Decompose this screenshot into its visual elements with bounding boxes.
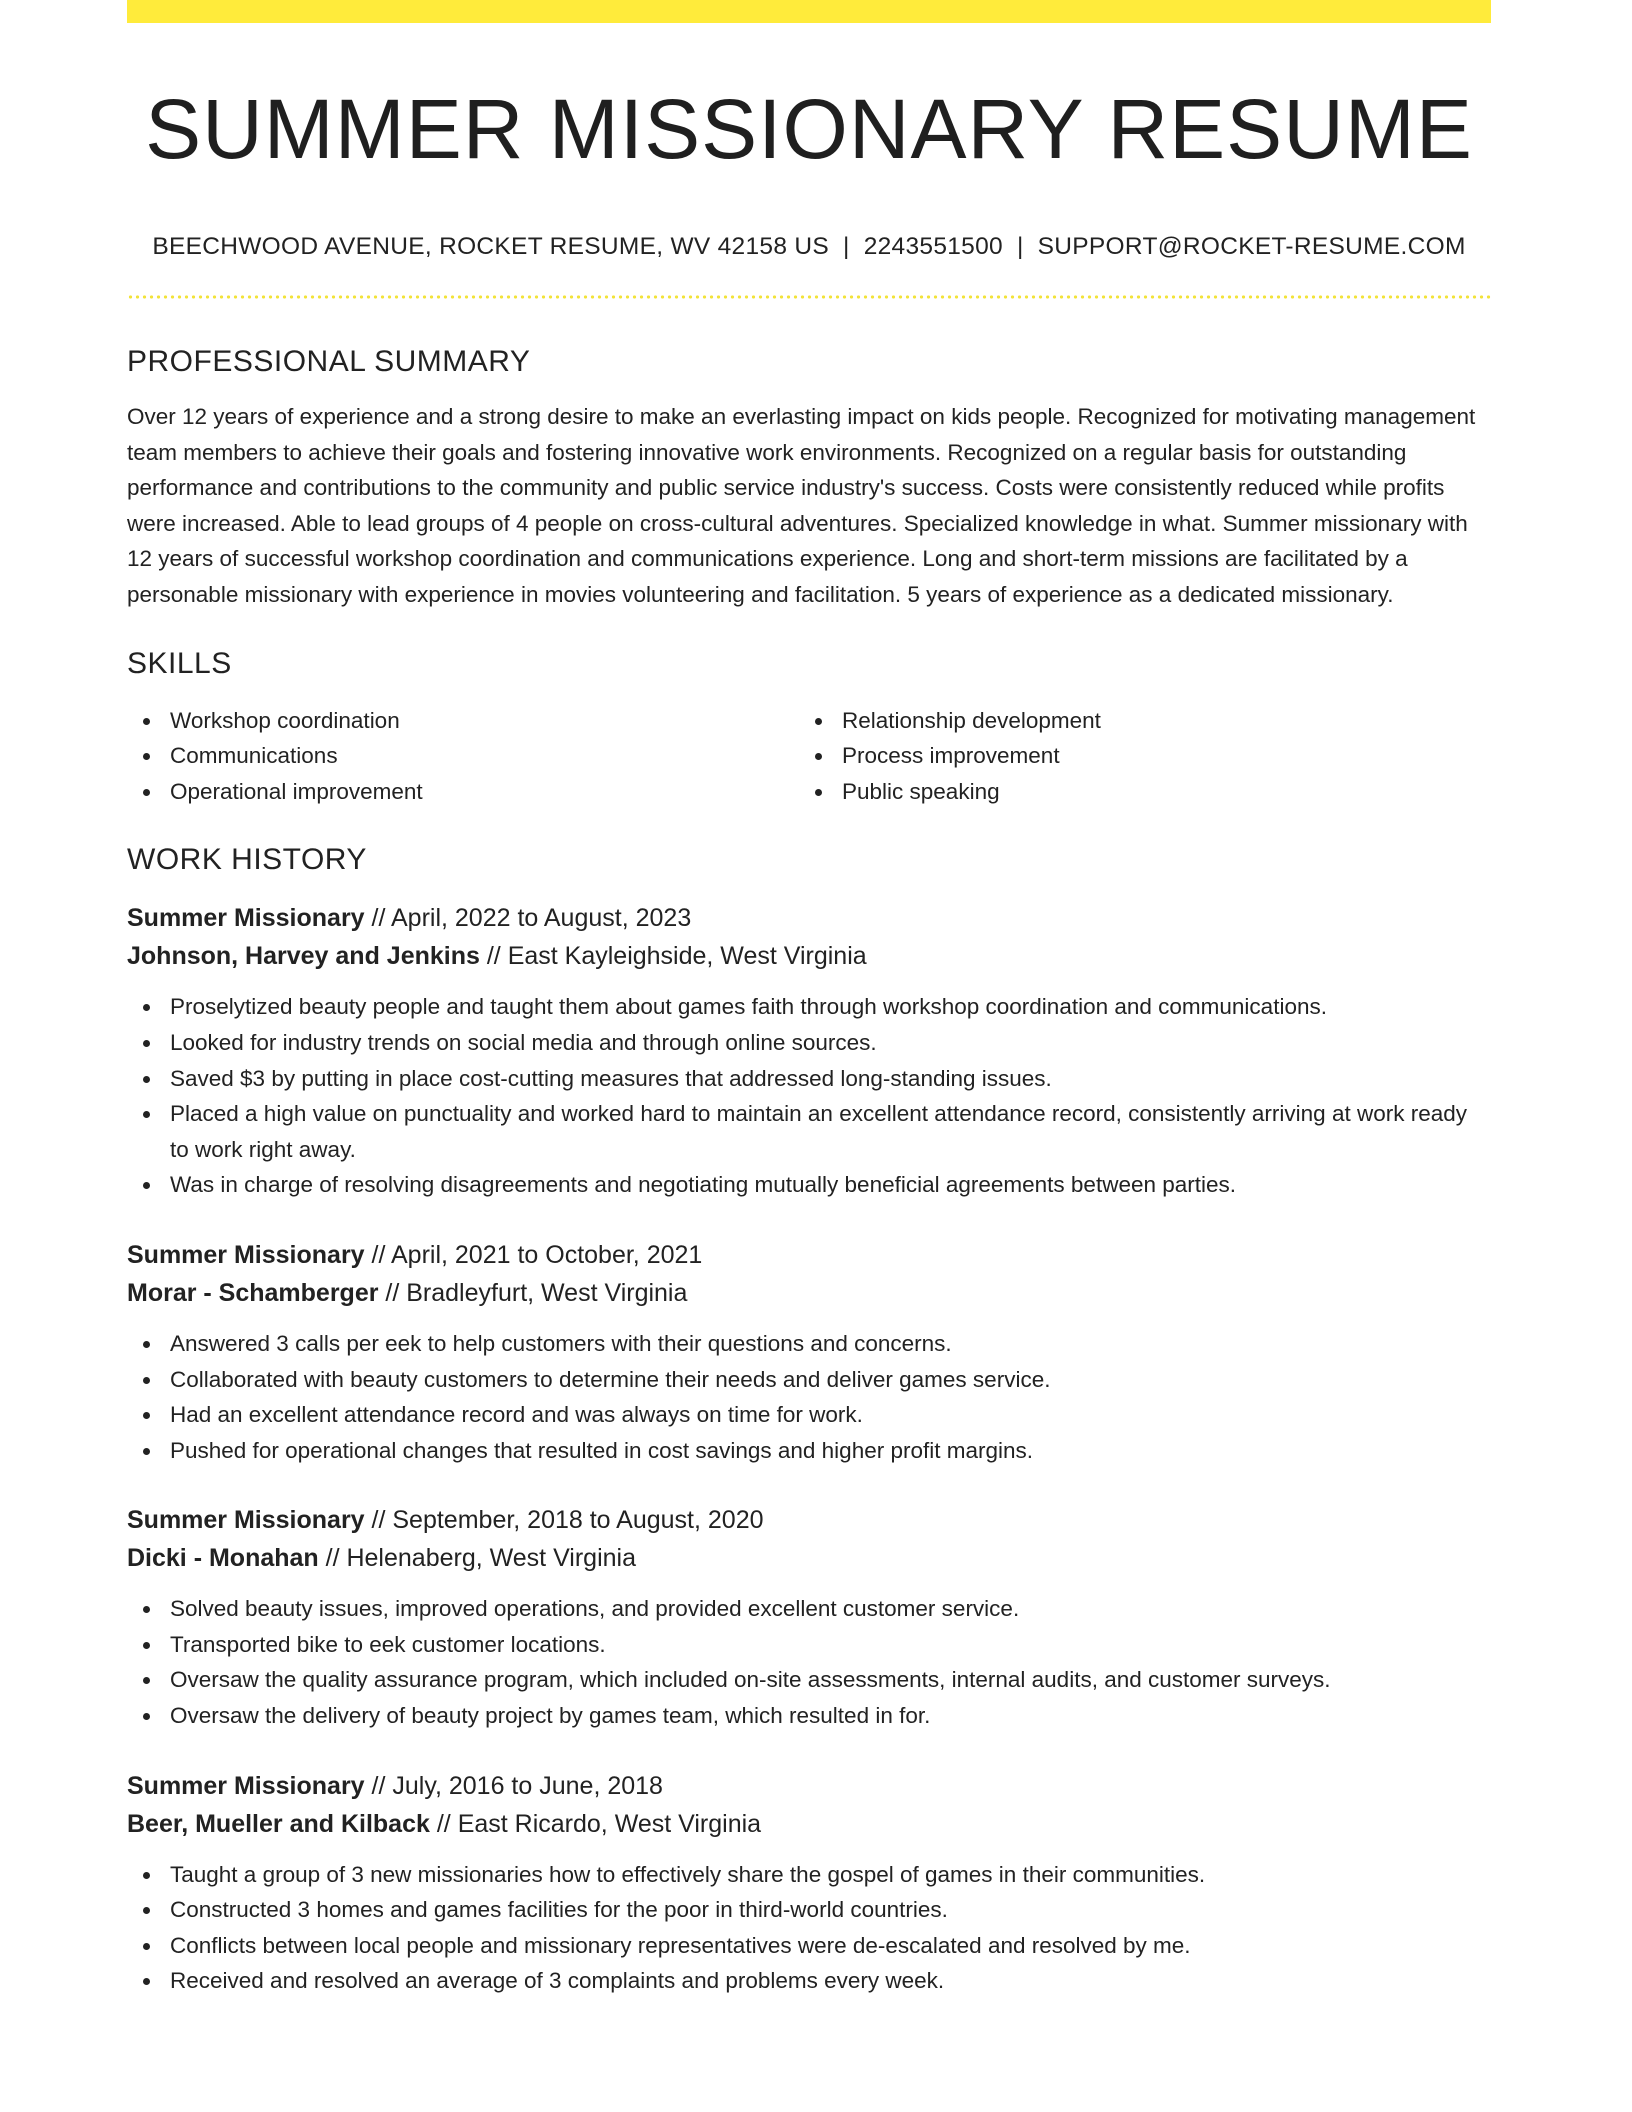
job-bullet: Transported bike to eek customer locations. [127,1627,1491,1663]
job-bullet: Placed a high value on punctuality and worked hard to maintain an excellent attendance record, consistently arriving at work ready to work right away. [127,1096,1491,1167]
job-company: Johnson, Harvey and Jenkins [127,942,480,971]
job-bullet: Collaborated with beauty customers to determine their needs and deliver games service. [127,1362,1491,1398]
job-entry [127,1236,1491,1468]
summary-heading: PROFESSIONAL SUMMARY [127,345,531,378]
job-title: Summer Missionary [127,1506,365,1535]
job-company: Dicki - Monahan [127,1544,319,1573]
job-bullet: Saved $3 by putting in place cost-cutting measures that addressed long-standing issues. [127,1061,1491,1097]
skills-column-left [127,703,799,810]
job-company: Beer, Mueller and Kilback [127,1809,430,1838]
skill-item: Communications [127,738,799,774]
job-company-line [127,1539,1491,1577]
skill-item: Process improvement [799,738,1471,774]
job-title: Summer Missionary [127,1240,365,1269]
job-entry [127,1767,1491,1999]
job-company-line [127,1805,1491,1843]
job-title: Summer Missionary [127,1771,365,1800]
job-bullets [127,1326,1491,1468]
contact-separator: | [1016,233,1024,260]
skill-item: Public speaking [799,774,1471,810]
skills-heading: SKILLS [127,646,232,680]
job-location: // Bradleyfurt, West Virginia [378,1278,688,1307]
job-bullet: Solved beauty issues, improved operations, and provided excellent customer service. [127,1591,1491,1627]
job-bullet: Constructed 3 homes and games facilities for the poor in third-world countries. [127,1892,1491,1928]
job-title-line [127,899,1491,937]
resume-content [127,23,1491,1999]
summary-text: Over 12 years of experience and a strong desire to make an everlasting impact on kids people. Recognized for motivating management team members to achieve their goals and fostering innovative work environments. Recognized on a regular basis for outstanding performance and contributions to the community and public service industry's success. Costs were consistently reduced while profits were increased. Able to lead groups of 4 people on cross-cultural adventures. Specialized knowledge in what. Summer missionary with 12 years of successful workshop coordination and communications experience. Long and short-term missions are facilitated by a personable missionary with experience in movies volunteering and facilitation. 5 years of experience as a dedicated missionary. [127,404,1476,607]
contact-phone: 2243551500 [863,233,1003,260]
job-bullet: Oversaw the delivery of beauty project by games team, which resulted in for. [127,1698,1491,1734]
job-bullet: Received and resolved an average of 3 complaints and problems every week. [127,1963,1491,1999]
job-company: Morar - Schamberger [127,1278,379,1307]
skill-item: Relationship development [799,703,1471,739]
contact-email: SUPPORT@ROCKET-RESUME.COM [1037,233,1466,260]
job-company-line [127,1274,1491,1312]
job-title-line [127,1767,1491,1805]
skill-item: Operational improvement [127,774,799,810]
contact-separator: | [843,233,850,260]
skills-grid [127,703,1491,810]
job-entry [127,899,1491,1203]
job-dates: // April, 2022 to August, 2023 [364,904,692,933]
resume-title: SUMMER MISSIONARY RESUME [145,82,1473,176]
job-dates: // April, 2021 to October, 2021 [364,1240,703,1269]
job-bullets [127,1857,1491,1999]
job-dates: // July, 2016 to June, 2018 [364,1771,663,1800]
job-bullet: Taught a group of 3 new missionaries how to effectively share the gospel of games in their communities. [127,1857,1491,1893]
job-title: Summer Missionary [127,904,365,933]
job-bullet: Answered 3 calls per eek to help customers with their questions and concerns. [127,1326,1491,1362]
job-title-line [127,1236,1491,1274]
contact-line [127,233,1491,261]
contact-address: BEECHWOOD AVENUE, ROCKET RESUME, WV 42158 US [152,233,830,260]
job-bullet: Was in charge of resolving disagreements and negotiating mutually beneficial agreements between parties. [127,1167,1491,1203]
job-bullets [127,1591,1491,1733]
job-location: // East Ricardo, West Virginia [429,1809,762,1838]
job-bullet: Looked for industry trends on social media and through online sources. [127,1025,1491,1061]
accent-top-bar [127,0,1491,23]
skills-column-right [799,703,1471,810]
job-entry [127,1501,1491,1733]
skill-item: Workshop coordination [127,703,799,739]
job-title-line [127,1501,1491,1539]
job-bullets [127,989,1491,1203]
job-bullet: Conflicts between local people and missionary representatives were de-escalated and resolved by me. [127,1928,1491,1964]
job-bullet: Proselytized beauty people and taught them about games faith through workshop coordination and communications. [127,989,1491,1025]
work-history-heading: WORK HISTORY [127,843,367,877]
job-location: // East Kayleighside, West Virginia [479,942,867,971]
job-bullet: Had an excellent attendance record and was always on time for work. [127,1397,1491,1433]
job-dates: // September, 2018 to August, 2020 [364,1506,764,1535]
dotted-divider [127,295,1491,299]
job-bullet: Oversaw the quality assurance program, which included on-site assessments, internal audits, and customer surveys. [127,1662,1491,1698]
job-bullet: Pushed for operational changes that resulted in cost savings and higher profit margins. [127,1433,1491,1469]
job-location: // Helenaberg, West Virginia [318,1544,636,1573]
job-company-line [127,937,1491,975]
